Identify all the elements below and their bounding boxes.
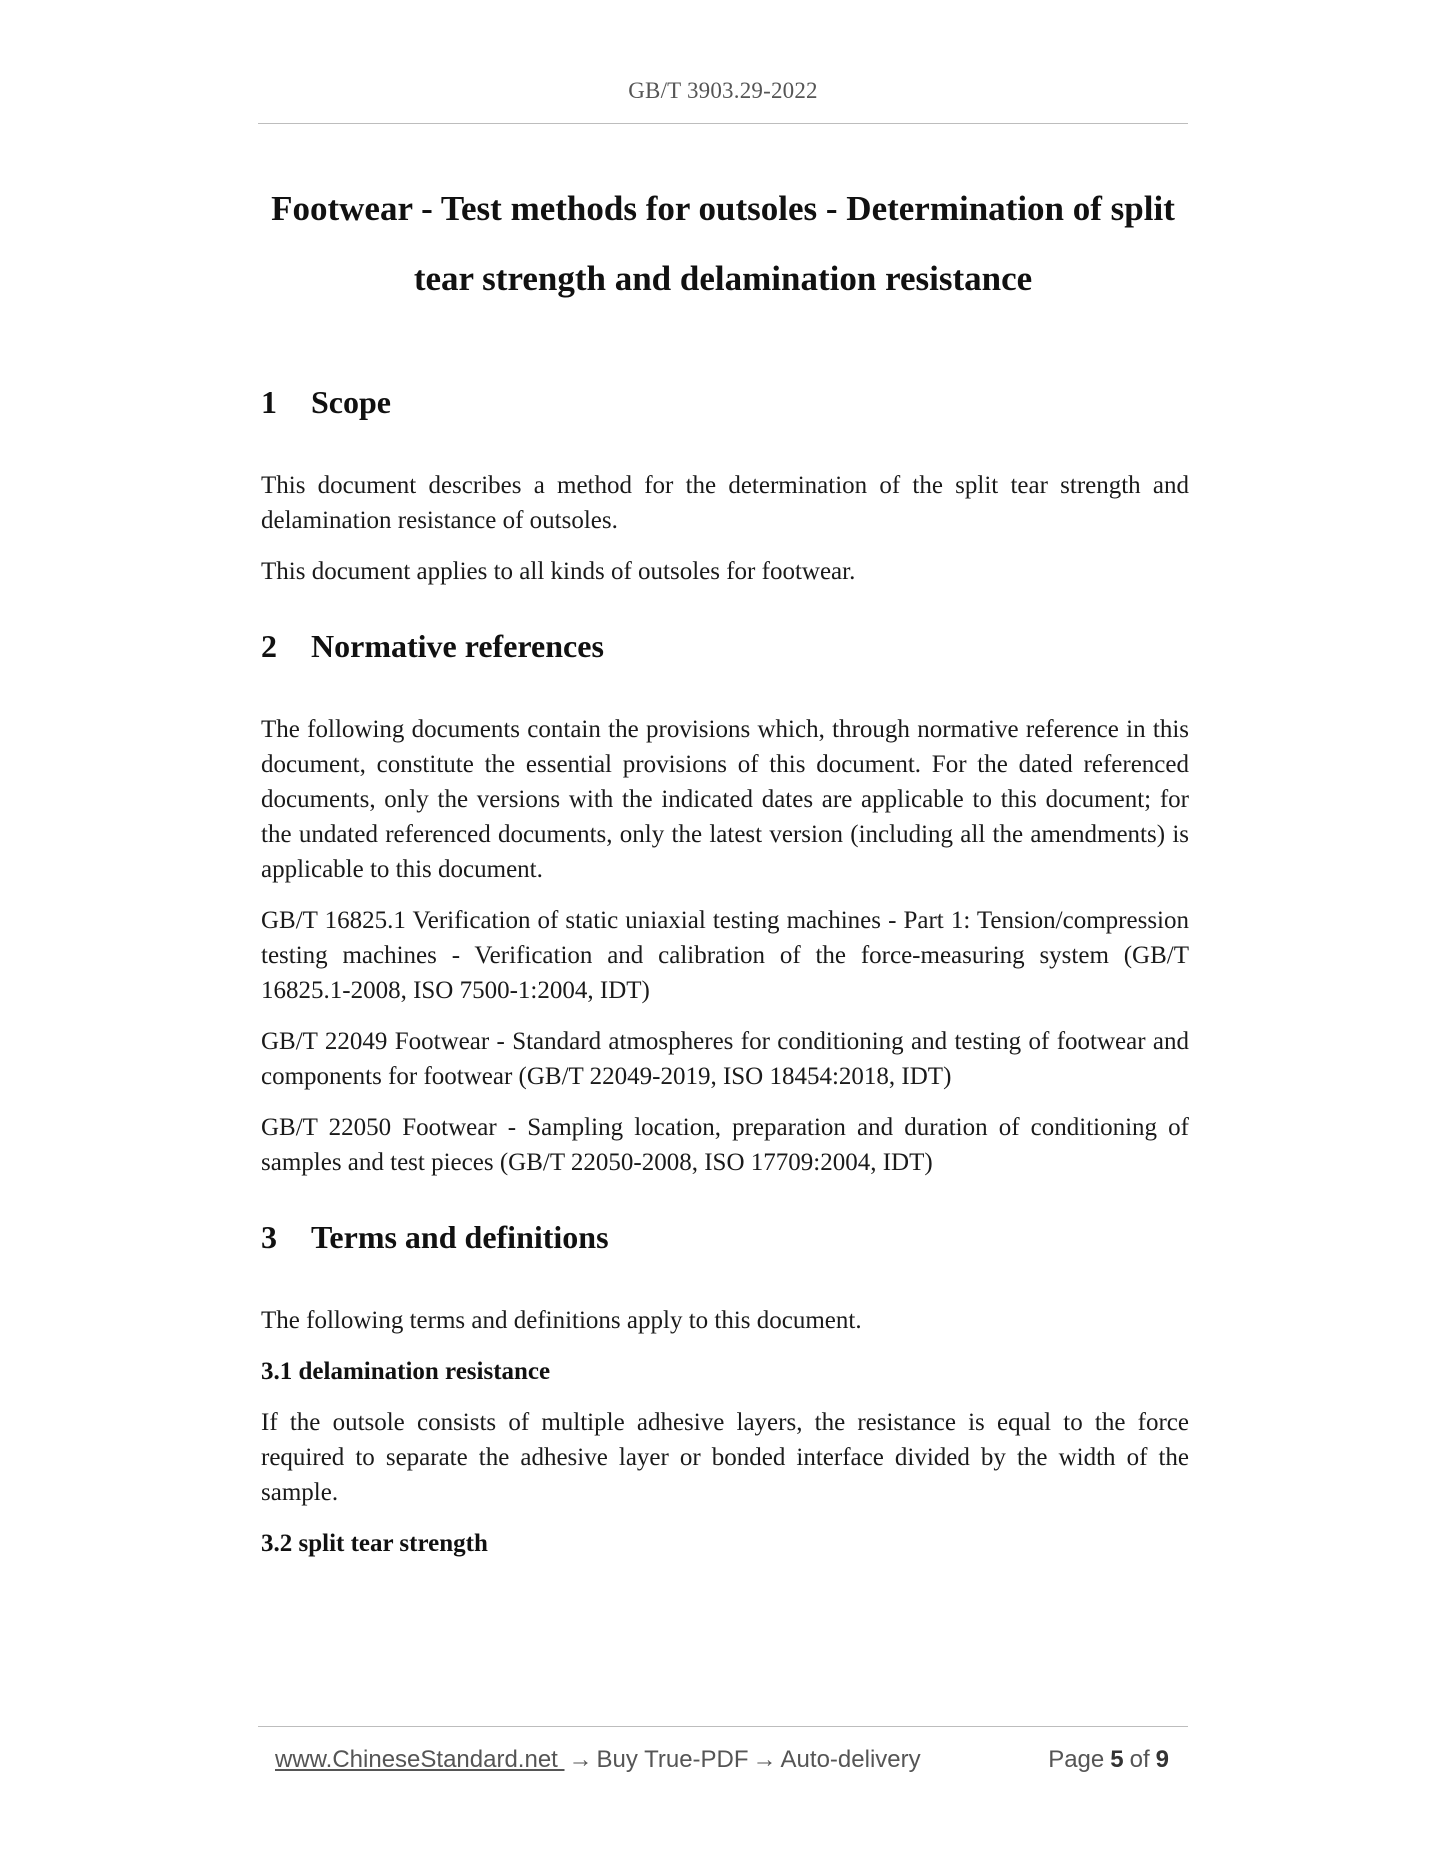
reference-item: GB/T 22049 Footwear - Standard atmospheres for conditioning and testing of footwear and components for footwear (GB/T 22049-2019, ISO 18454:2018, IDT): [261, 1028, 1189, 1090]
terms-intro-paragraph: The following terms and definitions apply to this document.: [261, 1307, 862, 1334]
arrow-right-icon: →: [752, 1746, 777, 1773]
section-number: 3: [261, 1219, 277, 1255]
page-of-label: of: [1129, 1746, 1150, 1773]
auto-delivery-text: Auto-delivery: [780, 1746, 921, 1773]
section-title: Terms and definitions: [311, 1219, 609, 1255]
page-total: 9: [1155, 1746, 1169, 1773]
header-divider: [258, 123, 1188, 124]
title-line-2: tear strength and delamination resistance: [413, 259, 1033, 298]
document-title: [258, 174, 1188, 314]
term-definition-delamination-resistance: If the outsole consists of multiple adhesive layers, the resistance is equal to the force required to separate the adhesive layer or bonded interface divided by the width of the sample.: [261, 1409, 1189, 1506]
page-footer: [275, 1744, 1175, 1776]
scope-paragraph-2: This document applies to all kinds of outsoles for footwear.: [261, 558, 856, 585]
page-header: GB/T 3903.29-2022: [628, 78, 818, 103]
term-heading-delamination-resistance: 3.1 delamination resistance: [261, 1358, 551, 1385]
page-indicator: [1048, 1744, 1175, 1776]
section-title: Normative references: [311, 628, 604, 664]
section-number: 2: [261, 628, 277, 664]
footer-divider: [258, 1726, 1188, 1727]
scope-paragraph-1: This document describes a method for the determination of the split tear strength and delamination resistance of outsoles.: [261, 472, 1189, 534]
term-heading-split-tear-strength: 3.2 split tear strength: [261, 1530, 488, 1557]
title-line-1: Footwear - Test methods for outsoles - Determination of split: [271, 189, 1175, 228]
section-heading-terms-and-definitions: [261, 1215, 1189, 1259]
section-number: 1: [261, 384, 277, 420]
page-current: 5: [1110, 1746, 1124, 1773]
reference-item: GB/T 16825.1 Verification of static uniaxial testing machines - Part 1: Tension/compression testing machines - Verification and calibration of the force-measuring system (GB/T 16825.1-2008, ISO 7500-1:2004, IDT): [261, 907, 1189, 1004]
page-label: Page: [1048, 1746, 1105, 1773]
arrow-right-icon: →: [568, 1746, 593, 1773]
normative-intro-paragraph: The following documents contain the provisions which, through normative reference in this document, constitute the essential provisions of this document. For the dated referenced documents, only the versions with the indicated dates are applicable to this document; for the undated referenced documents, only the latest version (including all the amendments) is applicable to this document.: [261, 716, 1189, 883]
section-heading-normative-references: [261, 624, 1189, 668]
buy-pdf-link[interactable]: Buy True-PDF: [596, 1746, 749, 1773]
document-body: [261, 380, 1189, 1561]
section-heading-scope: [261, 380, 1189, 424]
reference-item: GB/T 22050 Footwear - Sampling location, preparation and duration of conditioning of samples and test pieces (GB/T 22050-2008, ISO 17709:2004, IDT): [261, 1114, 1189, 1176]
section-title: Scope: [311, 384, 391, 420]
site-link[interactable]: www.ChineseStandard.net: [275, 1746, 565, 1773]
